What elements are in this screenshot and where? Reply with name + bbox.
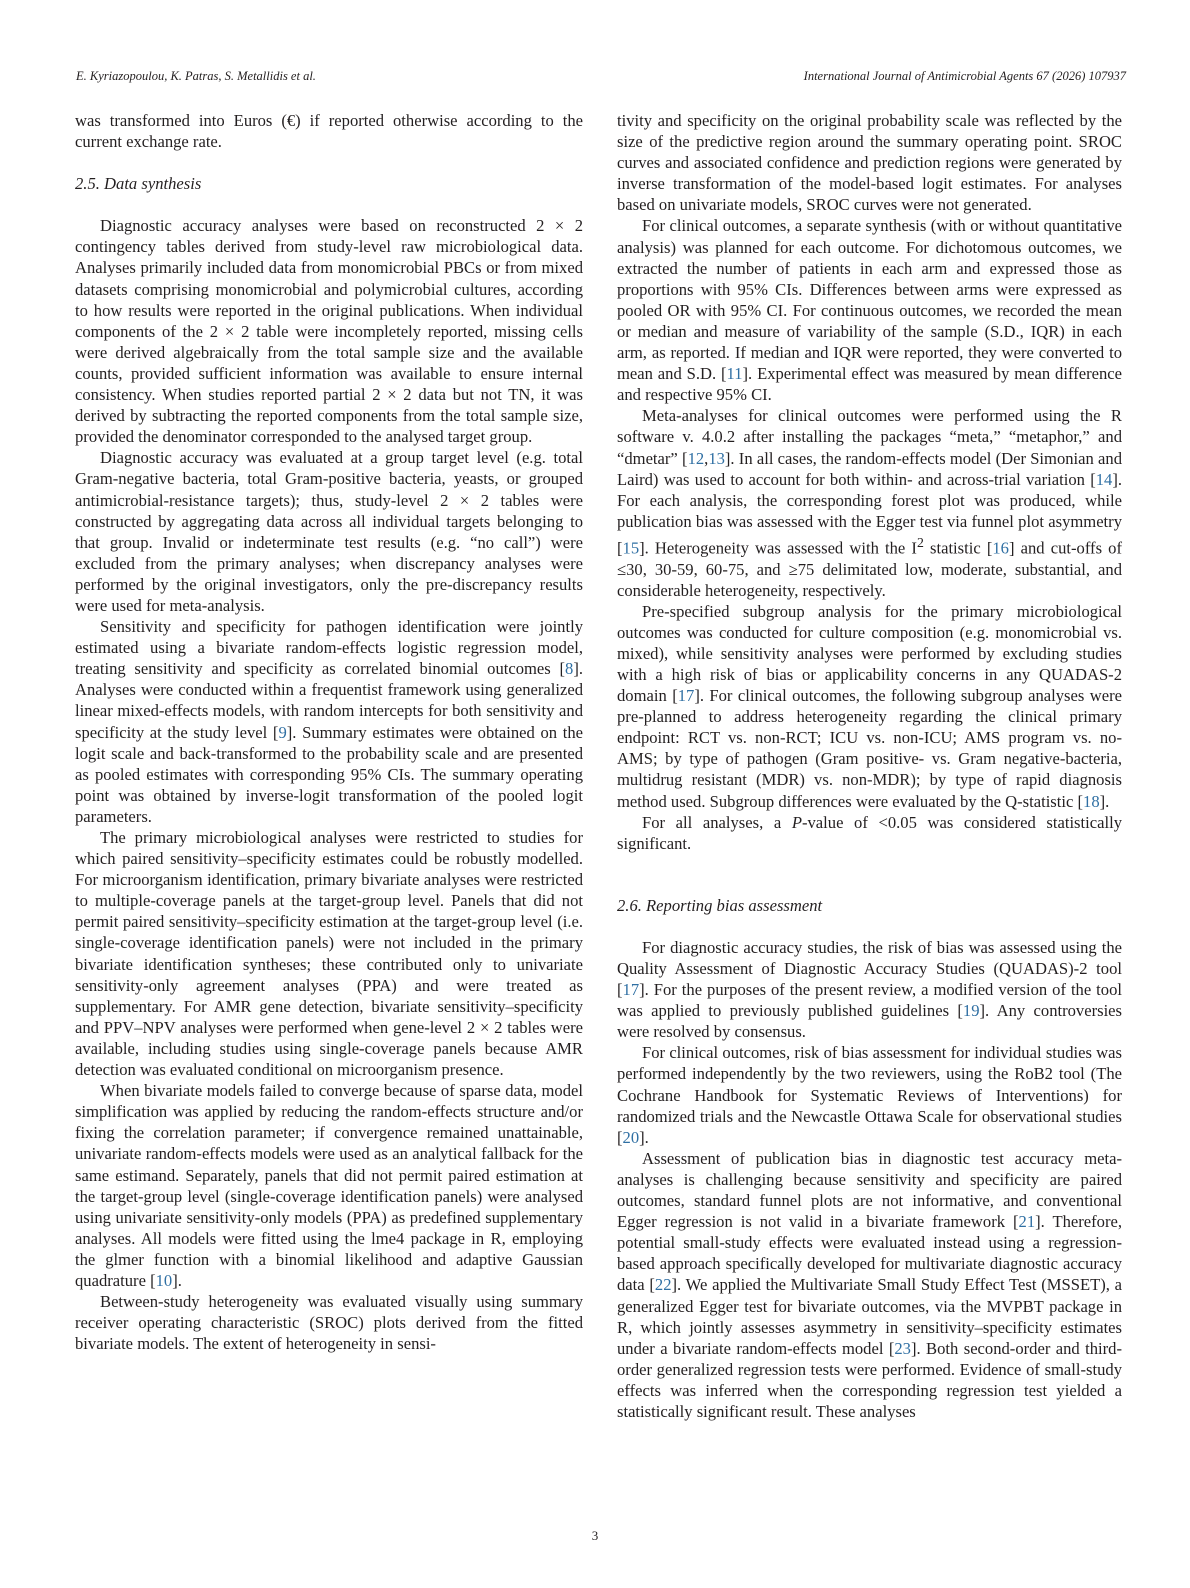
citation-link[interactable]: 21 xyxy=(1018,1212,1036,1232)
citation-link[interactable]: 16 xyxy=(992,538,1009,558)
superscript: 2 xyxy=(916,534,924,550)
paragraph: Meta-analyses for clinical outcomes were performed using the R software v. 4.0.2 after installing the packages “meta,” “metaphor,” and “dmetar” [12,13]. In all cases, the random-effects model (Der Simonian and Laird) was used to account for both within- and across-trial variation [14]. For each analysis, the corresponding forest plot was produced, while publication bias was assessed with the Egger test via funnel plot asymmetry [15]. Heterogeneity was assessed with the $I^2$ statistic [16] and cut-offs of ≤30, 30-59, 60-75, and ≥75 delimitated low, moderate, substantial, and considerable heterogeneity, respectively. xyxy=(617,406,1122,600)
paragraph: For diagnostic accuracy studies, the risk of bias was assessed using the Quality Assessment of Diagnostic Accuracy Studies (QUADAS)-2 tool [17]. For the purposes of the present review, a modified version of the tool was applied to previously published guidelines [19]. Any controversies were resolved by consensus. xyxy=(617,937,1123,1042)
running-header-authors: E. Kyriazopoulou, K. Patras, S. Metallidis et al. xyxy=(76,69,316,83)
paragraph: tivity and specificity on the original probability scale was reflected by the size of the predictive region around the summary operating point. SROC curves and associated confidence and prediction regions were generated by inverse transformation of the model-based logit estimates. For analyses based on univariate models, SROC curves were not generated. xyxy=(617,111,1122,215)
section-heading-data-synthesis: 2.5. Data synthesis xyxy=(75,174,202,194)
paragraph: Between-study heterogeneity was evaluated visually using summary receiver operating characteristic (SROC) plots derived from the fitted bivariate models. The extent of heterogeneity in sensi- xyxy=(75,1292,583,1354)
running-header-journal: International Journal of Antimicrobial Agents 67 (2026) 107937 xyxy=(803,69,1126,83)
citation-link[interactable]: 23 xyxy=(894,1338,911,1358)
citation-link[interactable]: 10 xyxy=(155,1270,173,1290)
citation-link[interactable]: 22 xyxy=(654,1275,672,1295)
paragraph: The primary microbiological analyses were restricted to studies for which paired sensitivity–specificity estimates could be robustly modelled. For microorganism identification, primary bivariate analyses were restricted to multiple-coverage panels at the target-group level. Panels that did not permit paired sensitivity–specificity estimation at the target-group level (i.e. single-coverage identification panels) were not included in the primary bivariate identification syntheses; these contributed only to univariate sensitivity-only agreement analyses (PPA) and were treated as supplementary. For AMR gene detection, bivariate sensitivity–specificity and PPV–NPV analyses were performed when gene-level 2 × 2 tables were available, including studies using single-coverage panels because AMR detection was evaluated conditional on microorganism presence. xyxy=(75,828,583,1080)
citation-link[interactable]: 15 xyxy=(622,538,640,558)
paragraph: For all analyses, a P-value of <0.05 was considered statistically significant. xyxy=(617,812,1122,853)
citation-link[interactable]: 13 xyxy=(708,448,725,468)
citation-link[interactable]: 19 xyxy=(962,1001,980,1021)
paragraph: Pre-specified subgroup analysis for the primary microbiological outcomes was conducted for culture composition (e.g. monomicrobial vs. mixed), while sensitivity analyses were performed by excluding studies with a high risk of bias or applicability concerns in any QUADAS-2 domain [17]. For clinical outcomes, the following subgroup analyses were pre-planned to address heterogeneity regarding the clinical primary endpoint: RCT vs. non-RCT; ICU vs. non-ICU; AMS program vs. no-AMS; by type of pathogen (Gram positive- vs. Gram negative-bacteria, multidrug resistant (MDR) vs. non-MDR); by type of rapid diagnosis method used. Subgroup differences were evaluated by the Q-statistic [18]. xyxy=(617,601,1122,811)
paragraph: Diagnostic accuracy was evaluated at a group target level (e.g. total Gram-negative bacteria, total Gram-positive bacteria, yeasts, or grouped antimicrobial-resistance targets); thus, study-level 2 × 2 tables were constructed by aggregating data across all individual targets belonging to that group. Invalid or indeterminate test results (e.g. “no call”) were excluded from the primary analyses; when discrepancy analyses were performed by the original investigators, only the pre-discrepancy results were used for meta-analysis. xyxy=(75,448,583,615)
citation-link[interactable]: 20 xyxy=(622,1127,640,1147)
section-heading-reporting-bias: 2.6. Reporting bias assessment xyxy=(617,895,823,915)
paragraph: Diagnostic accuracy analyses were based on reconstructed 2 × 2 contingency tables derived from study-level raw microbiological data. Analyses primarily included data from monomicrobial PBCs or from mixed datasets comprising monomicrobial and polymicrobial cultures, according to how results were reported in the original publications. When individual components of the 2 × 2 table were incompletely reported, missing cells were derived algebraically from the total sample size and the available counts, provided sufficient information was available to ensure internal consistency. When studies reported partial 2 × 2 data but not TN, it was derived by subtracting the reported components from the total sample size, provided the denominator corresponded to the analysed target group. xyxy=(75,216,583,447)
paragraph: When bivariate models failed to converge because of sparse data, model simplification was applied by reducing the random-effects structure and/or fixing the correlation parameter; if convergence remained unattainable, univariate random-effects models were used as an analytical fallback for the same estimand. Separately, panels that did not permit paired estimation at the target-group level (single-coverage identification panels) were analysed using univariate sensitivity-only models (PPA) as predefined supplementary analyses. All models were fitted using the lme4 package in R, employing the glmer function with a binomial likelihood and adaptive Gaussian quadrature [10]. xyxy=(75,1081,583,1290)
citation-link[interactable]: 14 xyxy=(1095,469,1113,489)
citation-link[interactable]: 17 xyxy=(677,686,695,706)
citation-link[interactable]: 18 xyxy=(1083,791,1100,811)
left-column xyxy=(75,110,583,1354)
citation-link[interactable]: 8 xyxy=(565,659,574,679)
paragraph: For clinical outcomes, risk of bias assessment for individual studies was performed independently by the two reviewers, using the RoB2 tool (The Cochrane Handbook for Systematic Reviews of Interventions) for randomized trials and the Newcastle Ottawa Scale for observational studies [20]. xyxy=(617,1043,1122,1147)
citation-link[interactable]: 9 xyxy=(278,722,287,742)
citation-link[interactable]: 11 xyxy=(726,364,743,384)
paragraph: Assessment of publication bias in diagnostic test accuracy meta-analyses is challenging because sensitivity and specificity are paired outcomes, standard funnel plots are not informative, and conventional Egger regression is not valid in a bivariate framework [21]. Therefore, potential small-study effects were evaluated instead using a regression-based approach specifically developed for multivariate diagnostic accuracy data [22]. We applied the Multivariate Small Study Effect Test (MSSET), a generalized Egger test for bivariate outcomes, via the MVPBT package in R, which jointly assesses asymmetry in sensitivity–specificity estimates under a bivariate random-effects model [23]. Both second-order and third-order generalized regression tests were performed. Evidence of small-study effects was inferred when the corresponding regression test yielded a statistically significant result. These analyses xyxy=(617,1148,1123,1421)
citation-link[interactable]: 12 xyxy=(687,448,705,468)
citation-link[interactable]: 17 xyxy=(622,980,640,1000)
paragraph: For clinical outcomes, a separate synthesis (with or without quantitative analysis) was planned for each outcome. For dichotomous outcomes, we extracted the number of patients in each arm and expressed those as proportions with 95% CIs. Differences between arms were expressed as pooled OR with 95% CI. For continuous outcomes, we recorded the mean or median and measure of variability of the sample (S.D., IQR) in each arm, as reported. If median and IQR were reported, they were converted to mean and S.D. [11]. Experimental effect was measured by mean difference and respective 95% CI. xyxy=(617,216,1122,405)
paragraph: Sensitivity and specificity for pathogen identification were jointly estimated using a bivariate random-effects logistic regression model, treating sensitivity and specificity as correlated binomial outcomes [8]. Analyses were conducted within a frequentist framework using generalized linear mixed-effects models, with random intercepts for both sensitivity and specificity at the study level [9]. Summary estimates were obtained on the logit scale and back-transformed to the probability scale and are presented as pooled estimates with corresponding 95% CIs. The summary operating point was obtained by inverse-logit transformation of the pooled logit parameters. xyxy=(75,617,583,826)
page-number: 3 xyxy=(591,1528,599,1543)
right-column xyxy=(617,110,1122,1422)
paragraph: was transformed into Euros (€) if reported otherwise according to the current exchange rate. xyxy=(75,111,583,152)
